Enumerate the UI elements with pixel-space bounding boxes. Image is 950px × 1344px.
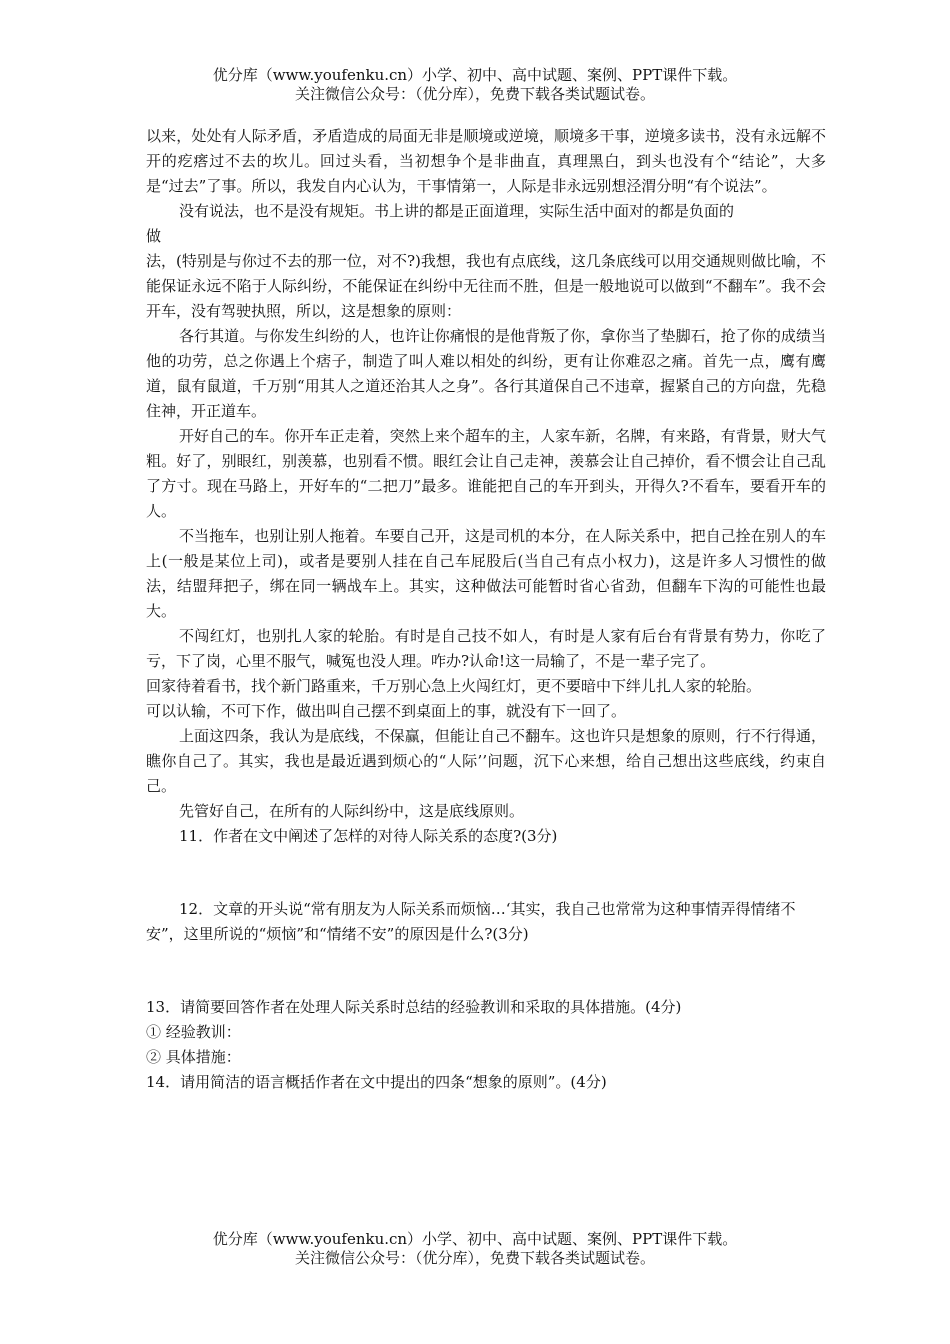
paragraph-1: 以来，处处有人际矛盾，矛盾造成的局面无非是顺境或逆境，顺境多干事，逆境多读书，没有永远解不开的疙瘩过不去的坎儿。回过头看，当初想争个是非曲直，真理黑白，到头也没有个“结论”，大多是“过去”了事。所以，我发自内心认为，干事情第一，人际是非永远别想泾渭分明“有个说法”。 bbox=[146, 127, 826, 195]
question-13: 13．请简要回答作者在处理人际关系时总结的经验教训和采取的具体措施。(4分) bbox=[146, 998, 682, 1016]
footer-line-1: 优分库（www.youfenku.cn）小学、初中、高中试题、案例、PPT课件下载。 bbox=[212, 1230, 738, 1248]
answer-space-11 bbox=[146, 849, 826, 897]
paragraph-7: 回家待着看书，找个新门路重来，千万别心急上火闯红灯，更不要暗中下绊儿扎人家的轮胎。 bbox=[146, 677, 762, 695]
question-13-item-1: ① 经验教训： bbox=[146, 1023, 241, 1041]
paragraph-4: 开好自己的车。你开车正走着，突然上来个超车的主，人家车新，名牌，有来路，有背景，财大气粗。好了，别眼红，别羡慕，也别看不惯。眼红会让自己走神，羡慕会让自己掉价，看不惯会让自己乱了方寸。现在马路上，开好车的“二把刀”最多。谁能把自己的车开到头，开得久?不看车，要看开车的人。 bbox=[146, 427, 826, 520]
paragraph-2b: 做 bbox=[146, 227, 162, 245]
footer-line-2: 关注微信公众号：（优分库），免费下载各类试题试卷。 bbox=[294, 1249, 655, 1267]
question-11: 11．作者在文中阐述了怎样的对待人际关系的态度?(3分) bbox=[179, 827, 558, 845]
paragraph-5: 不当拖车，也别让别人拖着。车要自己开，这是司机的本分，在人际关系中，把自己拴在别人的车上(一般是某位上司)，或者是要别人挂在自己车屁股后(当自己有点小权力)，这是许多人习惯性的做法，结盟拜把子，绑在同一辆战车上。其实，这种做法可能暂时省心省劲，但翻车下沟的可能性也最大。 bbox=[146, 527, 826, 620]
paragraph-2c: 法，(特别是与你过不去的那一位，对不?)我想，我也有点底线，这几条底线可以用交通规则做比喻，不能保证永远不陷于人际纠纷，不能保证在纠纷中无往而不胜，但是一般地说可以做到“不翻车”。我不会开车，没有驾驶执照，所以，这是想象的原则： bbox=[146, 252, 826, 320]
paragraph-2a: 没有说法，也不是没有规矩。书上讲的都是正面道理，实际生活中面对的都是负面的 bbox=[179, 202, 735, 220]
paragraph-6: 不闯红灯，也别扎人家的轮胎。有时是自己技不如人，有时是人家有后台有背景有势力，你吃了亏，下了岗，心里不服气，喊冤也没人理。咋办?认命!这一局输了，不是一辈子完了。 bbox=[146, 627, 826, 670]
paragraph-3: 各行其道。与你发生纠纷的人，也许让你痛恨的是他背叛了你，拿你当了垫脚石，抢了你的成绩当他的功劳，总之你遇上个痞子，制造了叫人难以相处的纠纷，更有让你难忍之痛。首先一点，鹰有鹰道，鼠有鼠道，千万别“用其人之道还治其人之身”。各行其道保自己不违章，握紧自己的方向盘，先稳住神，开正道车。 bbox=[146, 327, 826, 420]
answer-space-12 bbox=[146, 947, 826, 995]
paragraph-8: 可以认输，不可下作，做出叫自己摆不到桌面上的事，就没有下一回了。 bbox=[146, 702, 627, 720]
page-footer bbox=[0, 1230, 950, 1268]
question-14: 14．请用简洁的语言概括作者在文中提出的四条“想象的原则”。(4分) bbox=[146, 1073, 607, 1091]
question-13-item-2: ② 具体措施： bbox=[146, 1048, 241, 1066]
document-body bbox=[146, 124, 826, 1095]
question-12: 12．文章的开头说“常有朋友为人际关系而烦恼…‘其实，我自己也常常为这种事情弄得情绪不安”，这里所说的“烦恼”和“情绪不安”的原因是什么?(3分) bbox=[146, 900, 796, 943]
header-line-2: 关注微信公众号：（优分库），免费下载各类试题试卷。 bbox=[294, 85, 655, 103]
header-line-1: 优分库（www.youfenku.cn）小学、初中、高中试题、案例、PPT课件下载。 bbox=[212, 66, 738, 84]
page-header bbox=[0, 66, 950, 104]
paragraph-10: 先管好自己，在所有的人际纠纷中，这是底线原则。 bbox=[179, 802, 525, 820]
paragraph-9: 上面这四条，我认为是底线，不保赢，但能让自己不翻车。这也许只是想象的原则，行不行得通，瞧你自己了。其实，我也是最近遇到烦心的“人际’’问题，沉下心来想，给自己想出这些底线，约束自己。 bbox=[146, 727, 826, 795]
